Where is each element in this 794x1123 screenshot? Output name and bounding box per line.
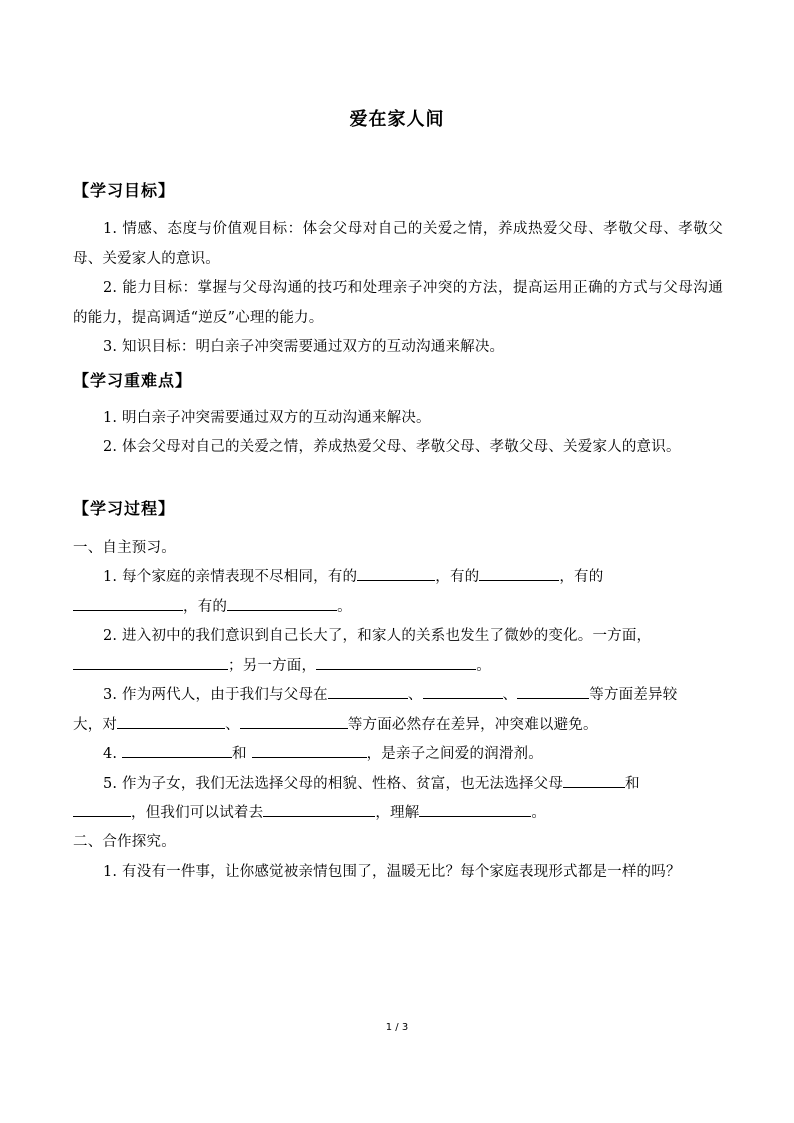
objectives-heading: 【学习目标】 (73, 181, 176, 200)
q2-text-a: 2. 进入初中的我们意识到自己长大了，和家人的关系也发生了微妙的变化。一方面， (103, 628, 652, 644)
fill-blank[interactable] (328, 682, 408, 699)
q1-text-d: ，有的 (183, 599, 228, 615)
fill-blank[interactable] (122, 741, 232, 758)
page-title: 爱在家人间 (349, 109, 445, 130)
fill-blank[interactable] (563, 771, 625, 788)
fill-blank[interactable] (479, 564, 559, 581)
keypoint-item-1: 1. 明白亲子冲突需要通过双方的互动沟通来解决。 (103, 410, 431, 426)
question-5-line-1 (73, 770, 723, 800)
question-3-line-2 (73, 711, 723, 741)
q2-text-b: ；另一方面， (228, 658, 317, 674)
keypoints-heading: 【学习重难点】 (73, 371, 193, 390)
objective-item-2: 2. 能力目标：掌握与父母沟通的技巧和处理亲子冲突的方法，提高运用正确的方式与父母沟通的能力，提高调适“逆反”心理的能力。 (73, 280, 723, 326)
fill-blank[interactable] (117, 712, 225, 729)
fill-blank[interactable] (73, 800, 131, 817)
q4-text-b: 和 (232, 746, 252, 762)
q4-text-c: ，是亲子之间爱的润滑剂。 (366, 746, 543, 762)
q1-text-e: 。 (337, 599, 352, 615)
part2-heading: 二、合作探究。 (73, 834, 176, 850)
fill-blank[interactable] (419, 800, 531, 817)
fill-blank[interactable] (423, 682, 503, 699)
q3-text-c: 、 (502, 687, 518, 703)
question-4-line (73, 740, 723, 770)
question-1-line-1 (73, 563, 723, 593)
question-3-line-1 (73, 681, 723, 711)
process-heading: 【学习过程】 (73, 499, 176, 518)
q3-text-d: 等方面差异较 (589, 687, 678, 703)
question-2-line-2 (73, 652, 723, 682)
fill-blank[interactable] (240, 712, 348, 729)
fill-blank[interactable] (252, 741, 367, 758)
fill-blank[interactable] (73, 594, 183, 611)
fill-blank[interactable] (227, 594, 337, 611)
q3-text-a: 3. 作为两代人，由于我们与父母在 (103, 687, 328, 703)
q3-text-e: 大，对 (73, 717, 118, 733)
objective-item-1: 1. 情感、态度与价值观目标：体会父母对自己的关爱之情，养成热爱父母、孝敬父母、孝敬父母、关爱家人的意识。 (73, 221, 723, 267)
fill-blank[interactable] (73, 653, 228, 670)
fill-blank[interactable] (357, 564, 435, 581)
question-1-line-2 (73, 593, 723, 623)
page-number: 1 / 3 (385, 1022, 409, 1033)
fill-blank[interactable] (517, 682, 589, 699)
q2-text-c: 。 (476, 658, 491, 674)
q1-text-a: 1. 每个家庭的亲情表现不尽相同，有的 (103, 569, 358, 585)
q5-text-d: ，理解 (375, 805, 420, 821)
q5-text-e: 。 (531, 805, 547, 821)
q3-text-b: 、 (407, 687, 423, 703)
q5-text-a: 5. 作为子女，我们无法选择父母的相貌、性格、贫富，也无法选择父母 (103, 776, 564, 792)
keypoint-item-2: 2. 体会父母对自己的关爱之情，养成热爱父母、孝敬父母、孝敬父母、关爱家人的意识。 (103, 439, 681, 455)
objective-item-3: 3. 知识目标：明白亲子冲突需要通过双方的互动沟通来解决。 (103, 339, 505, 355)
q3-text-g: 等方面必然存在差异，冲突难以避免。 (347, 717, 598, 733)
q4-text-a: 4. (103, 746, 123, 762)
question-5-line-2 (73, 799, 723, 829)
part2-question-1: 1. 有没有一件事，让你感觉被亲情包围了，温暖无比？每个家庭表现形式都是一样的吗？ (103, 864, 681, 880)
fill-blank[interactable] (263, 800, 375, 817)
q5-text-b: 和 (625, 776, 640, 792)
q3-text-f: 、 (225, 717, 240, 733)
question-2-line-1 (73, 622, 723, 652)
part1-heading: 一、自主预习。 (73, 540, 176, 556)
q1-text-b: ，有的 (435, 569, 480, 585)
fill-blank[interactable] (316, 653, 476, 670)
q5-text-c: ，但我们可以试着去 (131, 805, 264, 821)
q1-text-c: ，有的 (559, 569, 604, 585)
